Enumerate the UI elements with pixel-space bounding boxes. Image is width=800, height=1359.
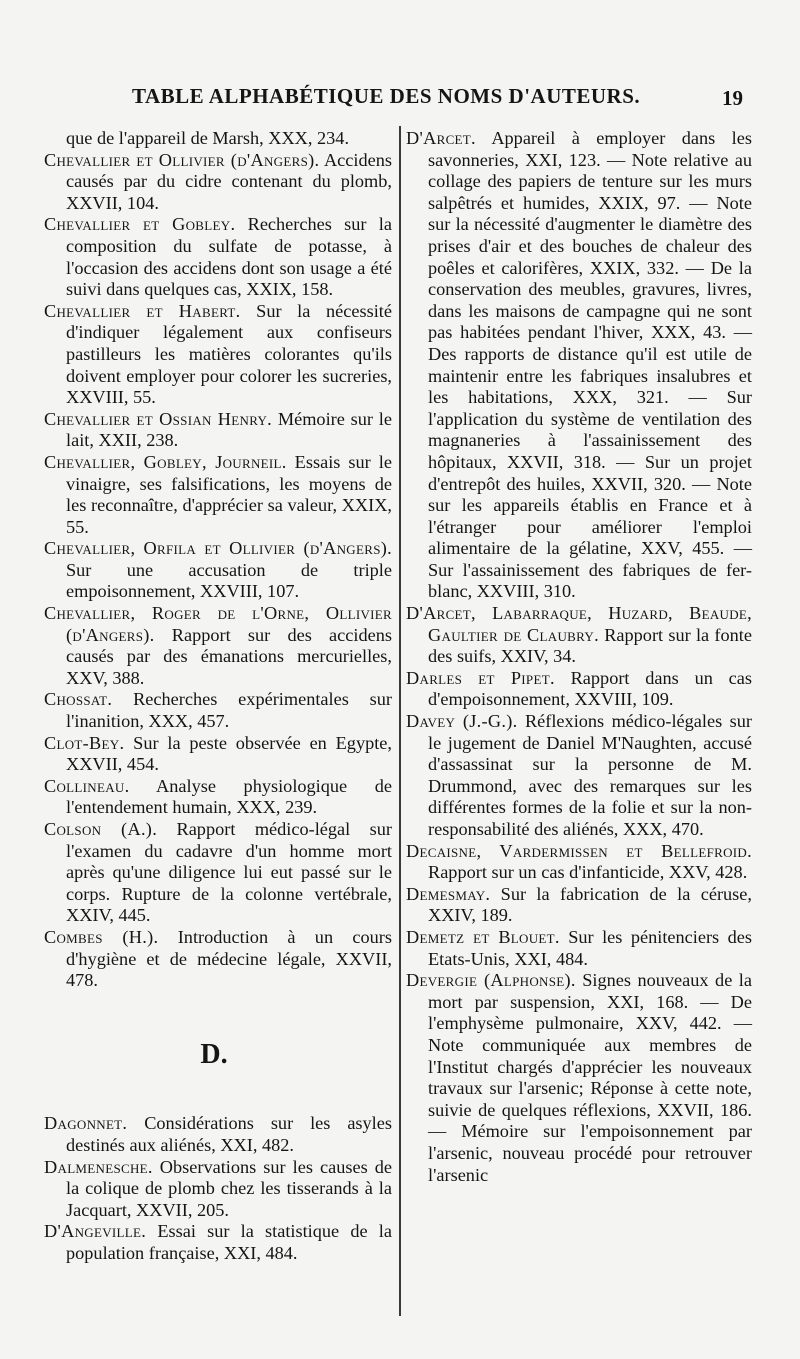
right-column [406, 128, 752, 1186]
entry-text: Sur les pénitenciers des Etats-Unis, XXI, 484. [428, 926, 752, 969]
index-entry [44, 452, 392, 538]
left-column [44, 128, 392, 1265]
entry-text: Appareil à employer dans les savonneries, XXI, 123. — Note relative au collage des papiers de tenture sur les murs salpêtrés et humides, XXIX, 97. — Note sur la nécessité d'augmenter le diamètre des prises d'air et des bouches de chaleur des poêles et calorifères, XXIX, 332. — De la conservation des meubles, gravures, livres, dans les maisons de campagne qui ne sont pas habitées pendant l'hiver, XXX, 43. — Des rapports de distance qu'il est utile de maintenir entre les fabriques insalubres et les habitations, XXX, 321. — Sur l'application du système de ventilation des magnaneries à l'assainissement des hôpitaux, XXVII, 318. — Sur un projet d'entrepôt des huiles, XXVII, 320. — Note sur les appareils établis en France et à l'étranger pour améliorer l'emploi alimentaire de la gélatine, XXV, 455. — Sur l'assainissement des fabriques de fer-blanc, XXVIII, 310. [428, 128, 752, 602]
entry-author: Chevallier et Habert. [44, 300, 241, 321]
index-entry [44, 1113, 392, 1156]
index-entry [44, 689, 392, 732]
entry-author: Chossat. [44, 689, 113, 710]
entry-text: Analyse physiologique de l'entendement humain, XXX, 239. [66, 775, 392, 818]
entry-author: D'Angeville. [44, 1221, 147, 1242]
entry-text: Rapport sur un cas d'infanticide, XXV, 428. [428, 862, 748, 883]
entry-author: Devergie (Alphonse). [406, 970, 576, 991]
entry-author: Darles et Pipet. [406, 667, 555, 688]
entry-author: Dalmenesche. [44, 1156, 153, 1177]
entry-text: Essais sur le vinaigre, ses falsifications, les moyens de les reconnaître, d'apprécier sa valeur, XXIX, 55. [66, 451, 392, 537]
entry-author: Decaisne, Vardermissen et Bellefroid. [406, 840, 752, 861]
index-entry [406, 970, 752, 1186]
entry-text: Mémoire sur le lait, XXII, 238. [66, 408, 392, 451]
entry-text: Sur la nécessité d'indiquer légalement aux confiseurs pastilleurs les matières colorantes qu'ils doivent employer pour colorer les sucreries, XXVIII, 55. [66, 300, 392, 408]
entry-text: Recherches sur la composition du sulfate de potasse, à l'occasion des accidens dont son usage a été suivi dans quelques cas, XXIX, 158. [66, 214, 392, 300]
right-entries [406, 128, 752, 1186]
index-entry [44, 776, 392, 819]
section-letter: D. [200, 1038, 228, 1070]
index-entry [44, 733, 392, 776]
entry-author: Chevallier et Gobley. [44, 214, 236, 235]
entry-text: Rapport sur la fonte des suifs, XXIV, 34. [428, 624, 752, 667]
index-entry [44, 603, 392, 689]
entry-author: Davey (J.-G.). [406, 711, 518, 732]
entry-author: Chevallier, Roger de l'Orne, Ollivier (d'Angers). [44, 603, 392, 645]
entry-author: D'Arcet. [406, 128, 476, 148]
index-entry [44, 214, 392, 300]
index-entry [44, 927, 392, 992]
index-entry [44, 538, 392, 603]
entry-text: Rapport sur des accidens causés par des émanations mercurielles, XXV, 388. [66, 624, 392, 688]
entry-text: que de l'appareil de Marsh, XXX, 234. [66, 128, 350, 148]
index-entry [406, 927, 752, 970]
entry-text: Introduction à un cours d'hygiène et de médecine légale, XXVII, 478. [66, 926, 392, 991]
index-entry [406, 128, 752, 603]
entry-text: Sur une accusation de triple empoisonnement, XXVIII, 107. [66, 559, 392, 602]
left-entries-b [44, 1113, 392, 1264]
running-title: TABLE ALPHABÉTIQUE DES NOMS D'AUTEURS. [132, 84, 641, 108]
entry-author: Combes (H.). [44, 926, 159, 947]
entry-text: Sur la peste observée en Egypte, XXVII, 454. [66, 732, 392, 775]
entry-author: Demetz et Blouet. [406, 926, 560, 947]
index-entry [44, 128, 392, 150]
entry-author: Clot-Bey. [44, 732, 125, 753]
entry-text: Accidens causés par du cidre contenant du plomb, XXVII, 104. [66, 149, 392, 213]
entry-author: Chevallier, Orfila et Ollivier (d'Angers). [44, 538, 392, 559]
index-entry [44, 409, 392, 452]
index-entry [406, 668, 752, 711]
index-entry [406, 841, 752, 884]
page-header [0, 84, 800, 124]
index-entry [44, 150, 392, 215]
index-entry [44, 1157, 392, 1222]
page-number: 19 [722, 86, 743, 110]
entry-author: Dagonnet. [44, 1113, 128, 1134]
entry-text: Rapport médico-légal sur l'examen du cadavre d'un homme mort après qu'une diligence lui eut passé sur le corps. Rupture de la colonne vertébrale, XXIV, 445. [66, 819, 393, 926]
entry-text: Observations sur les causes de la colique de plomb chez les tisserands à la Jacquart, XXVII, 205. [66, 1156, 392, 1220]
entry-text: Sur la fabrication de la céruse, XXIV, 189. [428, 883, 752, 926]
index-entry [44, 1221, 392, 1264]
entry-author: Demesmay. [406, 883, 491, 904]
index-entry [44, 819, 392, 927]
entry-text: Essai sur la statistique de la population française, XXI, 484. [66, 1221, 392, 1263]
entry-text: Signes nouveaux de la mort par suspension, XXI, 168. — De l'emphysème pulmonaire, XXV, 442. — Note communiquée aux membres de l'Institut chargés d'apprécier les nouveaux travaux sur l'arsenic; Réponse à cette note, suivie de quelques réflexions, XXVII, 186. — Mémoire sur l'empoisonnement par l'arsenic, nouveau procédé pour retrouver l'arsenic [428, 970, 752, 1185]
entry-author: Collineau. [44, 775, 130, 796]
index-entry [406, 711, 752, 841]
entry-author: Chevallier, Gobley, Journeil. [44, 451, 287, 472]
entry-author: D'Arcet, Labarraque, Huzard, Beaude, Gaultier de Claubry. [406, 603, 752, 645]
entry-text: Recherches expérimentales sur l'inanition, XXX, 457. [66, 689, 392, 732]
column-divider [399, 126, 401, 1316]
entry-text: Réflexions médico-légales sur le jugement de Daniel M'Naughten, accusé d'assassinat sur la personne de M. Drummond, avec des remarques sur les différentes formes de la folie et sur la non-responsabilité des aliénés, XXX, 470. [428, 711, 752, 839]
left-entries-a [44, 128, 392, 992]
index-entry [44, 301, 392, 409]
entry-author: Chevallier et Ossian Henry. [44, 408, 273, 429]
entry-text: Rapport dans un cas d'empoisonnement, XXVIII, 109. [428, 667, 752, 710]
entry-text: Considérations sur les asyles destinés aux aliénés, XXI, 482. [66, 1113, 392, 1155]
index-entry [406, 884, 752, 927]
entry-author: Colson (A.). [44, 819, 158, 839]
index-entry [406, 603, 752, 668]
entry-author: Chevallier et Ollivier (d'Angers). [44, 149, 320, 170]
